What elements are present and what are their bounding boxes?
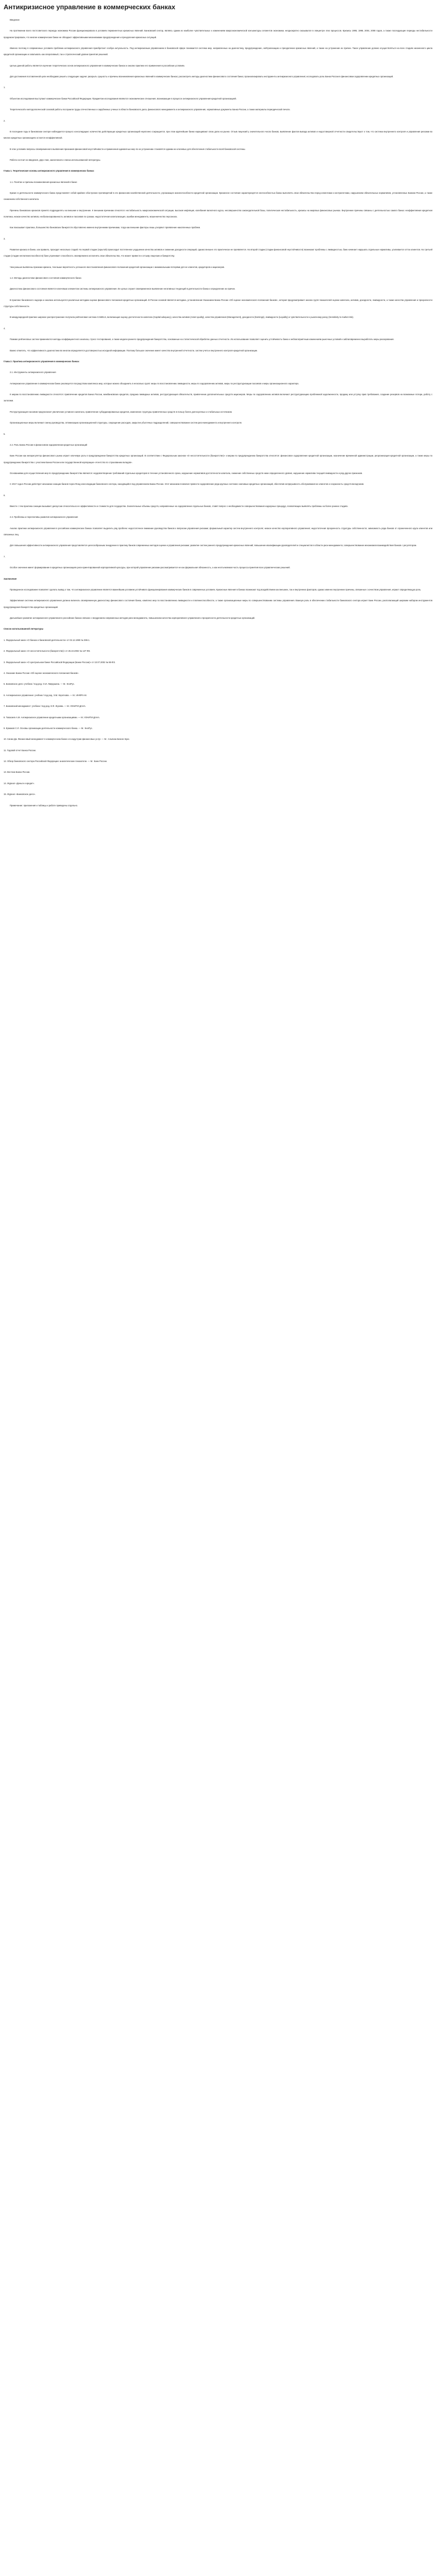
list-item: 10. Синки Дж. Финансовый менеджмент в коммерческом банке и в индустрии финансовых услуг. — М.: Альпина Бизнес Букс. <box>4 738 130 741</box>
paragraph: Важно отметить, что эффективность диагностики во многом определяется достоверностью исходной информации. Поэтому большое значение имеет качество внутренней отчетности, систем учета и внутреннего контроля кредитной организации. <box>10 349 258 352</box>
list-item: 7. <box>4 555 6 558</box>
paragraph: Анализ практики антикризисного управления в российских коммерческих банках позволяет выделить ряд проблем: недостаточное внимание руководства банков к вопросам управления рисками; формальный характер систем внутреннего контроля; низкое качество корпоративного управления; недостаточная прозрачность структуры собственности; зависимость ряда банков от ограниченного круга клиентов или связанных лиц. <box>4 527 432 536</box>
paragraph: Как показывает практика, большинство банковских банкротств обусловлено именно внутренними причинами, тогда как внешние факторы лишь ускоряют проявление накопленных проблем. <box>10 226 201 229</box>
paragraph: Реструктуризация пассивов предполагает увеличение уставного капитала, привлечение субординированных кредитов, изменение структуры привлеченных средств в пользу более долгосрочных и стабильных источников. <box>10 410 233 413</box>
list-item: 14. Журнал «Деньги и кредит». <box>4 782 35 785</box>
list-item: 2. Федеральный закон «О несостоятельности (банкротстве)» от 26.10.2002 № 127-ФЗ. <box>4 650 91 653</box>
list-item: 13. Вестник Банка России. <box>4 771 30 774</box>
paragraph: 1.1. Понятие и причины возникновения кризисных явлений в банке <box>10 180 77 183</box>
list-item: 3. <box>4 237 6 240</box>
paragraph: Особое значение имеет формирование в кредитных организациях риск-ориентированной корпоративной культуры, при которой управление рисками рассматривается не как формальная обязанность, а как неотъемлемая часть процесса принятия всех управленческих решений. <box>10 566 290 569</box>
list-item: 1. <box>4 86 6 89</box>
paragraph: Введение <box>10 19 20 21</box>
list-item: 6. <box>4 494 6 497</box>
list-item: 5. Банковское дело: учебник / под ред. О.И. Лаврушина. — М.: КноРус. <box>4 683 75 686</box>
paragraph: Помимо рейтинговых систем применяются методы коэффициентного анализа, стресс-тестирования, а также модели раннего предупреждения банкротства, основанные на статистической обработке данных отчетности. Их использование позволяет оценить устойчивость банка к неблагоприятным изменениям рыночных условий и заблаговременно выработать меры реагирования. <box>10 338 394 341</box>
paragraph: Развитие кризиса в банке, как правило, проходит несколько стадий. На первой стадии (скрытой) происходит постепенное ухудшение качества активов и снижение доходности операций, однако внешне это практически не проявляется. На второй стадии (стадии финансовой неустойчивости) возникают проблемы с ликвидностью, банк начинает нарушать отдельные нормативы, усиливается отток клиентов. На третьей стадии (стадии неплатежеспособности) банк утрачивает способность своевременно исполнять свои обязательства, что может привести к отзыву лицензии и банкротству. <box>4 248 432 258</box>
paragraph: Кризис в деятельности коммерческого банка представляет собой крайнее обострение противоречий в его финансово-хозяйственной деятельности, угрожающее жизнеспособности кредитной организации. Кризисное состояние характеризуется неспособностью банка выполнять свои обязательства перед клиентами и контрагентами, нарушением обязательных нормативов, установленных Банком России, а также снижением собственного капитала. <box>4 192 432 201</box>
paragraph: Организационные меры включают смену руководства, оптимизацию организационной структуры, сокращение расходов, закрытие убыточных подразделений, совершенствование систем риск-менеджмента и внутреннего контроля. <box>10 421 242 425</box>
section-heading: Глава 1. Теоретические основы антикризисного управления в коммерческих банках <box>4 170 94 173</box>
paragraph: В последние годы в банковском секторе наблюдается процесс консолидации: количество действующих кредитных организаций неуклонно сокращается, при этом крупнейшие банки наращивают свою долю на рынке. Отзыв лицензий у значительного числа банков, выявление фактов вывода активов и недостоверной отчетности свидетельствуют о том, что система внутреннего контроля и управления рисками во многих кредитных организациях остается неэффективной. <box>4 130 432 140</box>
section-heading: Заключение <box>4 577 17 580</box>
list-item: 11. Годовой отчет Банка России. <box>4 749 37 752</box>
paragraph: На протяжении всего постсоветского периода экономика России функционировала в условиях перманентных кризисных явлений. Банковский сектор, являясь одним из наиболее чувствительных к изменениям макроэкономической конъюнктуры сегментов экономики, неоднократно оказывался в эпицентре этих процессов. Кризисы 1995, 1998, 2004, 2008 годов, а также последующие периоды нестабильности продемонстрировали, что многие коммерческие банки не обладают эффективными механизмами предупреждения и преодоления кризисных ситуаций. <box>4 29 432 39</box>
paragraph: С 2017 года в России действует механизм санации банков через Фонд консолидации банковского сектора, находящийся под управлением Банка России. Этот механизм позволил провести оздоровление ряда крупных системно значимых кредитных организаций, обеспечив непрерывность обслуживания их клиентов и сохранность средств вкладчиков. <box>10 483 364 486</box>
paragraph: Вместе с тем практика санации вызывает дискуссии относительно ее эффективности и стоимости для государства. Значительные объемы средств, направленные на оздоровление отдельных банков, ставят вопрос о необходимости совершенствования надзорных процедур, позволяющих выявлять проблемы на более ранних стадиях. <box>10 505 348 508</box>
paragraph: Основаниями для осуществления мер по предупреждению банкротства являются: неудовлетворение требований отдельных кредиторов в течение установленного срока, нарушение нормативов достаточности капитала, снижение собственных средств ниже определенного уровня, нарушение норматива текущей ликвидности и ряд других признаков. <box>10 471 363 474</box>
paragraph: Объектом исследования выступают коммерческие банки Российской Федерации. Предметом исследования являются экономические отношения, возникающие в процессе антикризисного управления кредитной организацией. <box>10 97 237 100</box>
paragraph: Теоретической и методологической основой работы послужили труды отечественных и зарубежных ученых в области банковского дела, финансового менеджмента и антикризисного управления, нормативные документы Банка России, а также материалы периодической печати. <box>10 108 290 111</box>
list-item: 3. Федеральный закон «О Центральном банке Российской Федерации (Банке России)» от 10.07.2002 № 86-ФЗ. <box>4 660 116 664</box>
paragraph: К мерам по восстановлению ликвидности относятся: привлечение кредитов Банка России, межбанковских кредитов, продажа ликвидных активов, реструктуризация обязательств, привлечение дополнительных средств акционеров. Меры по оздоровлению активов включают реструктуризацию проблемной задолженности, продажу или уступку прав требования, создание резервов на возможные потери, работу с залогами. <box>4 393 432 402</box>
paragraph: Причины банковских кризисов принято подразделять на внешние и внутренние. К внешним причинам относятся: нестабильность макроэкономической ситуации, высокая инфляция, колебания валютного курса, несовершенство законодательной базы, политическая нестабильность, кризисы на мировых финансовых рынках. Внутренние причины связаны с деятельностью самого банка: неэффективная кредитная политика, низкое качество активов, несбалансированность активов и пассивов по срокам, недостаточная капитализация, ошибки менеджмента, мошенничество персонала. <box>4 209 432 218</box>
paragraph: Антикризисное управление в коммерческом банке реализуется посредством комплекса мер, которые можно объединить в несколько групп: меры по восстановлению ликвидности, меры по оздоровлению активов, меры по реструктуризации пассивов и меры организационного характера. <box>10 382 299 385</box>
list-item: 4. <box>4 327 6 330</box>
list-item: 1. Федеральный закон «О банках и банковской деятельности» от 02.12.1990 № 395-1. <box>4 638 90 641</box>
paragraph: Проведенное исследование позволяет сделать вывод о том, что антикризисное управление является важнейшим условием устойчивого функционирования коммерческих банков в современных условиях. Кризисные явления в банках возникают под воздействием как внешних, так и внутренних факторов, однако именно внутренние причины, связанные с качеством управления, играют определяющую роль. <box>10 588 422 591</box>
paragraph: Банк России как мегарегулятор финансового рынка играет ключевую роль в предупреждении банкротства кредитных организаций. В соответствии с Федеральным законом «О несостоятельности (банкротстве)» к мерам по предупреждению банкротства относятся: финансовое оздоровление кредитной организации, назначение временной администрации, реорганизация кредитной организации, а также меры по предупреждению банкротства с участием Банка России или государственной корпорации «Агентство по страхованию вкладов». <box>4 454 432 464</box>
paragraph: Для достижения поставленной цели необходимо решить следующие задачи: раскрыть сущность и причины возникновения кризисных явлений в коммерческих банках; рассмотреть методы диагностики финансового состояния банка; проанализировать инструменты антикризисного управления; исследовать роль Банка России в финансовом оздоровлении кредитных организаций. <box>10 75 394 78</box>
paragraph: Дальнейшее развитие антикризисного управления в российских банках связано с внедрением современных методов риск-менеджмента, повышением качества корпоративного управления и прозрачности деятельности кредитных организаций. <box>10 616 255 619</box>
list-item: 9. Ермаков С.Л. Основы организации деятельности коммерческого банка. — М.: КноРус. <box>4 726 93 730</box>
paragraph: 2.1. Инструменты антикризисного управления <box>10 371 56 374</box>
list-item: 6. Антикризисное управление: учебник / под ред. Э.М. Короткова. — М.: ИНФРА-М. <box>4 693 87 697</box>
paragraph: Примечание: приложения и таблицы к работе приведены отдельно. <box>10 804 78 807</box>
paragraph: Для повышения эффективности антикризисного управления представляется целесообразным: внедрение в практику банков современных методов оценки и управления рисками; развитие систем раннего предупреждения кризисных явлений; повышение квалификации руководителей и специалистов в области риск-менеджмента; совершенствование механизмов взаимодействия банков с регулятором. <box>10 544 417 547</box>
list-item: 5. <box>4 432 6 435</box>
list-item: 7. Банковский менеджмент: учебник / под ред. Е.Ф. Жукова. — М.: ЮНИТИ-ДАНА. <box>4 705 86 708</box>
paragraph: Работа состоит из введения, двух глав, заключения и списка использованной литературы. <box>10 158 101 161</box>
paragraph: Именно поэтому в современных условиях проблема антикризисного управления приобретает особую актуальность. Под антикризисным управлением в банковской сфере понимается система мер, направленных на диагностику, предупреждение, нейтрализацию и преодоление кризисных явлений, а также на устранение их причин. Такое управление должно осуществляться на всех стадиях жизненного цикла кредитной организации и охватывать как оперативный, так и стратегический уровни принятия решений. <box>4 46 432 56</box>
paragraph: Эффективная система антикризисного управления должна включать своевременную диагностику финансового состояния банка, комплекс мер по восстановлению ликвидности и платежеспособности, а также организационные меры по совершенствованию системы управления. Важную роль в обеспечении стабильности банковского сектора играет Банк России, располагающий широким набором инструментов предупреждения банкротства кредитных организаций. <box>4 599 432 608</box>
list-item: 4. Указание Банка России «Об оценке экономического положения банков». <box>4 671 79 674</box>
section-heading: Глава 2. Практика антикризисного управления в коммерческих банках <box>4 360 79 363</box>
paragraph: В международной практике широкое распространение получила рейтинговая система CAMELS, включающая оценку достаточности капитала (Capital adequacy), качества активов (Asset quality), качества управления (Management), доходности (Earnings), ликвидности (Liquidity) и чувствительности к рыночному риску (Sensitivity to market risk). <box>10 316 354 319</box>
document-title: Антикризисное управление в коммерческих банках <box>4 3 176 11</box>
list-item: 15. Журнал «Банковское дело». <box>4 793 36 796</box>
paragraph: Чем раньше выявлены признаки кризиса, тем выше вероятность успешного восстановления финансового положения кредитной организации с минимальными потерями для ее клиентов, кредиторов и акционеров. <box>10 265 225 268</box>
paragraph: В практике банковского надзора и анализа используются различные методики оценки финансового положения кредитных организаций. В России основой является методика, установленная Указанием Банка России «Об оценке экономического положения банков», которая предусматривает анализ групп показателей оценки капитала, активов, доходности, ликвидности, а также качества управления и прозрачности структуры собственности. <box>4 298 432 308</box>
list-item: 2. <box>4 119 6 122</box>
list-item: 8. Тавасиев А.М. Антикризисное управление кредитными организациями. — М.: ЮНИТИ-ДАНА. <box>4 716 100 719</box>
paragraph: В этих условиях вопросы своевременного выявления признаков финансовой неустойчивости и применения адекватных мер по их устранению становятся одними из ключевых для обеспечения стабильности всей банковской системы. <box>10 147 246 150</box>
paragraph: Диагностика финансового состояния является ключевым элементом системы антикризисного управления. Ее целью служит своевременное выявление негативных тенденций в деятельности банка и определение их причин. <box>10 287 236 291</box>
paragraph: 1.2. Методы диагностики финансового состояния коммерческого банка <box>10 277 81 280</box>
document-body <box>4 17 432 809</box>
paragraph: Целью данной работы является изучение теоретических основ антикризисного управления в коммерческих банках и анализ практики его применения в российских условиях. <box>10 64 185 67</box>
paragraph: 2.3. Проблемы и перспективы развития антикризисного управления <box>10 516 78 519</box>
paragraph: 2.2. Роль Банка России в финансовом оздоровлении кредитных организаций <box>10 443 88 446</box>
list-item: 12. Обзор банковского сектора Российской Федерации: аналитические показатели. — М.: Банк России. <box>4 760 108 763</box>
section-heading: Список использованной литературы <box>4 628 44 631</box>
